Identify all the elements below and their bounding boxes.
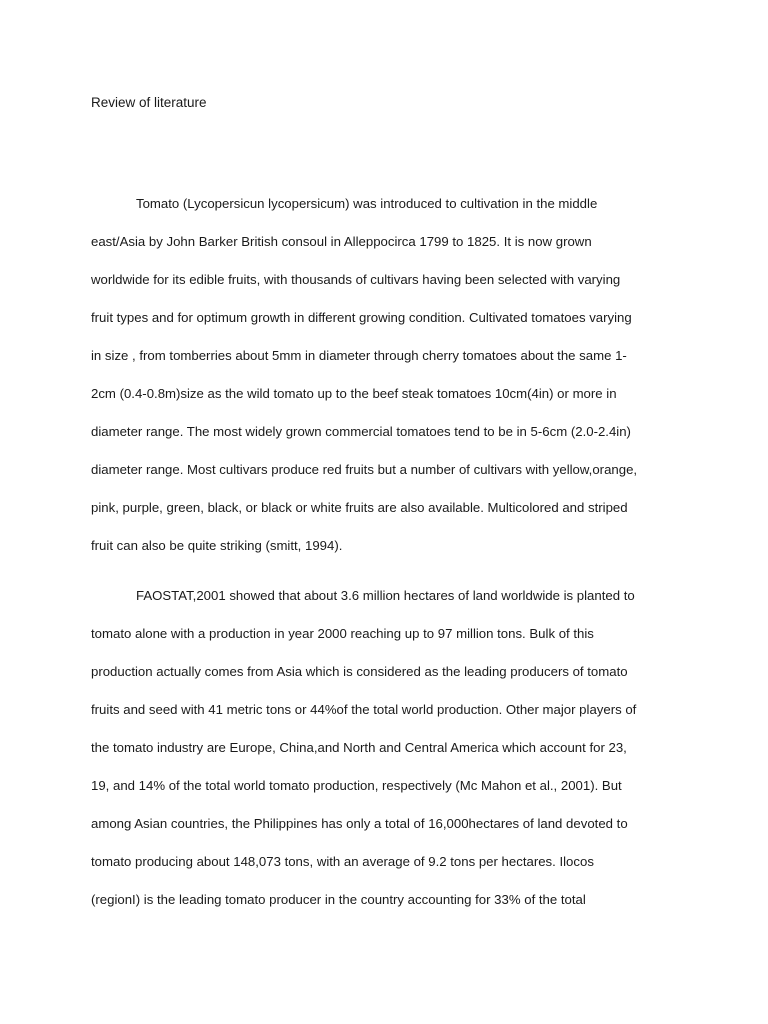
paragraph-line: diameter range. The most widely grown commercial tomatoes tend to be in 5-6cm (2.0-2.4in): [91, 424, 631, 439]
paragraph-line: diameter range. Most cultivars produce red fruits but a number of cultivars with yellow,orange,: [91, 462, 638, 477]
paragraph-line: (regionI) is the leading tomato producer in the country accounting for 33% of the total: [91, 892, 586, 907]
paragraph-line: the tomato industry are Europe, China,and North and Central America which account for 23,: [91, 740, 627, 755]
paragraph-line: in size , from tomberries about 5mm in diameter through cherry tomatoes about the same 1-: [91, 348, 627, 363]
paragraph-line: production actually comes from Asia which is considered as the leading producers of tomato: [91, 664, 628, 679]
paragraph-line: FAOSTAT,2001 showed that about 3.6 million hectares of land worldwide is planted to: [136, 588, 635, 603]
paragraph-line: east/Asia by John Barker British consoul in Alleppocirca 1799 to 1825. It is now grown: [91, 234, 592, 249]
paragraph-line: 19, and 14% of the total world tomato production, respectively (Mc Mahon et al., 2001). But: [91, 778, 622, 793]
paragraph-1: [91, 194, 691, 574]
paragraph-line: among Asian countries, the Philippines has only a total of 16,000hectares of land devoted to: [91, 816, 628, 831]
paragraph-line: fruits and seed with 41 metric tons or 44%of the total world production. Other major players of: [91, 702, 637, 717]
paragraph-line: 2cm (0.4-0.8m)size as the wild tomato up to the beef steak tomatoes 10cm(4in) or more in: [91, 386, 617, 401]
section-heading: Review of literature: [91, 95, 207, 110]
paragraph-2: [91, 586, 691, 928]
paragraph-line: fruit can also be quite striking (smitt, 1994).: [91, 538, 343, 553]
paragraph-line: Tomato (Lycopersicun lycopersicum) was introduced to cultivation in the middle: [136, 196, 598, 211]
paragraph-line: tomato alone with a production in year 2000 reaching up to 97 million tons. Bulk of this: [91, 626, 594, 641]
paragraph-line: worldwide for its edible fruits, with thousands of cultivars having been selected with varying: [91, 272, 621, 287]
paragraph-line: fruit types and for optimum growth in different growing condition. Cultivated tomatoes varying: [91, 310, 632, 325]
paragraph-line: pink, purple, green, black, or black or white fruits are also available. Multicolored and striped: [91, 500, 628, 515]
paragraph-line: tomato producing about 148,073 tons, with an average of 9.2 tons per hectares. Ilocos: [91, 854, 594, 869]
